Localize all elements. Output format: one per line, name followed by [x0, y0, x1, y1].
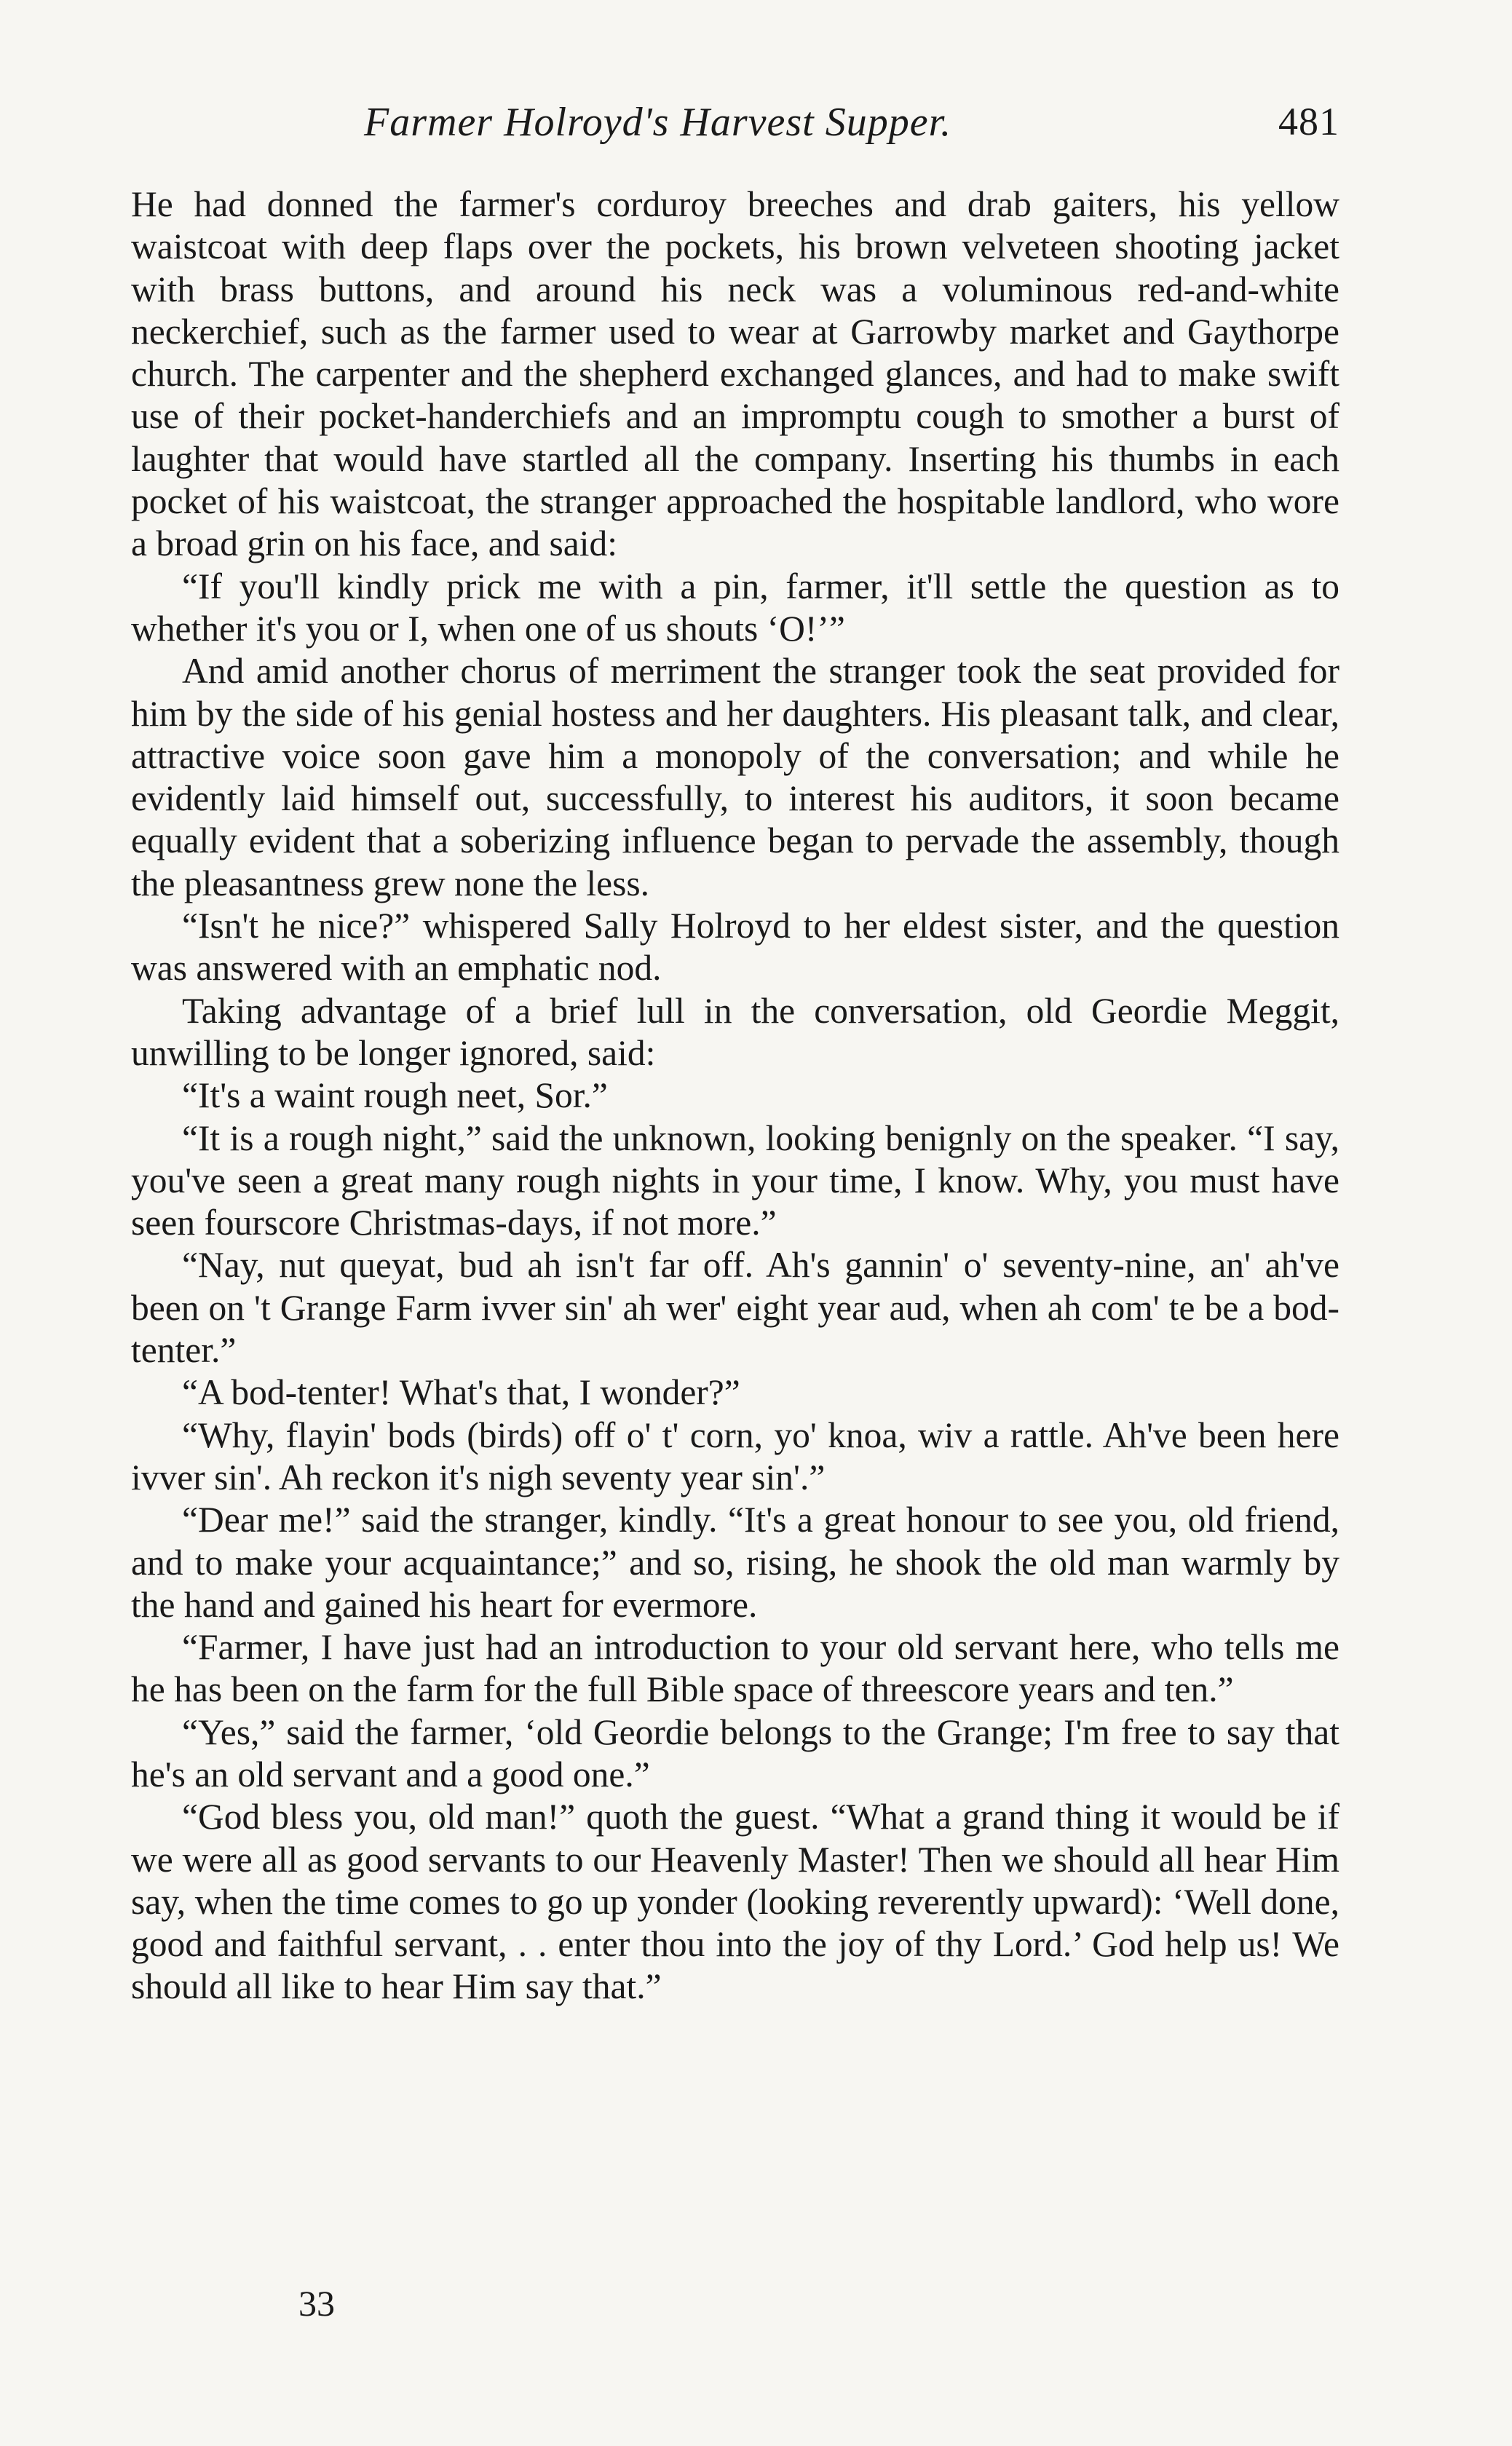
paragraph: Taking advantage of a brief lull in the conversation, old Geordie Meggit, unwilling to be longer ignored, said:	[131, 990, 1339, 1073]
running-title: Farmer Holroyd's Harvest Supper.	[364, 100, 952, 145]
paragraph: “It is a rough night,” said the unknown, looking benignly on the speaker. “I say, you've seen a great many rough nights in your time, I know. Why, you must have seen fourscore Christmas-days, if not more.”	[131, 1117, 1339, 1243]
paragraph: “Nay, nut queyat, bud ah isn't far off. Ah's gannin' o' seventy-nine, an' ah've been on 't Grange Farm ivver sin' ah wer' eight year aud, when ah com' te be a bod-tenter.”	[131, 1245, 1339, 1371]
paragraph: “If you'll kindly prick me with a pin, farmer, it'll settle the question as to whether it's you or I, when one of us shouts ‘O!’”	[131, 566, 1339, 649]
paragraph: “Farmer, I have just had an introduction to your old servant here, who tells me he has been on the farm for the full Bible space of threescore years and ten.”	[131, 1627, 1339, 1710]
paragraph: And amid another chorus of merriment the stranger took the seat provided for him by the side of his genial hostess and her daughters. His pleasant talk, and clear, attractive voice soon gave him a monopoly of the conversation; and while he evidently laid himself out, successfully, to interest his auditors, it soon became equally evident that a soberizing influence began to pervade the assembly, though the pleasantness grew none the less.	[131, 651, 1339, 903]
paragraph: He had donned the farmer's corduroy breeches and drab gaiters, his yellow waistcoat with deep flaps over the pockets, his brown velveteen shooting jacket with brass buttons, and around his neck was a voluminous red-and-white neckerchief, such as the farmer used to wear at Garrowby market and Gaythorpe church. The carpenter and the shepherd exchanged glances, and had to make swift use of their pocket-handerchiefs and an impromptu cough to smother a burst of laughter that would have startled all the company. Inserting his thumbs in each pocket of his waistcoat, the stranger approached the hospitable landlord, who wore a broad grin on his face, and said:	[131, 184, 1339, 564]
paragraph: “It's a waint rough neet, Sor.”	[182, 1075, 608, 1116]
paragraph: “A bod-tenter! What's that, I wonder?”	[182, 1372, 740, 1413]
paragraph: “Yes,” said the farmer, ‘old Geordie belongs to the Grange; I'm free to say that he's an old servant and a good one.”	[131, 1711, 1339, 1794]
paragraph: “Isn't he nice?” whispered Sally Holroyd to her eldest sister, and the question was answered with an emphatic nod.	[131, 906, 1339, 989]
paragraph: “Dear me!” said the stranger, kindly. “It's a great honour to see you, old friend, and to make your acquaintance;” and so, rising, he shook the old man warmly by the hand and gained his heart for evermore.	[131, 1500, 1339, 1625]
paragraph: “God bless you, old man!” quoth the guest. “What a grand thing it would be if we were all as good servants to our Heavenly Master! Then we should all hear Him say, when the time comes to go up yonder (looking reverently upward): ‘Well done, good and faithful servant, . . enter thou into the joy of thy Lord.’ God help us! We should all like to hear Him say that.”	[131, 1797, 1339, 2007]
paragraph: “Why, flayin' bods (birds) off o' t' corn, yo' knoa, wiv a rattle. Ah've been here ivver sin'. Ah reckon it's nigh seventy year sin'.”	[131, 1414, 1339, 1497]
signature-mark: 33	[298, 2283, 335, 2324]
page-header	[131, 99, 1339, 157]
body-text	[131, 183, 1339, 2008]
page-number: 481	[1278, 100, 1339, 143]
